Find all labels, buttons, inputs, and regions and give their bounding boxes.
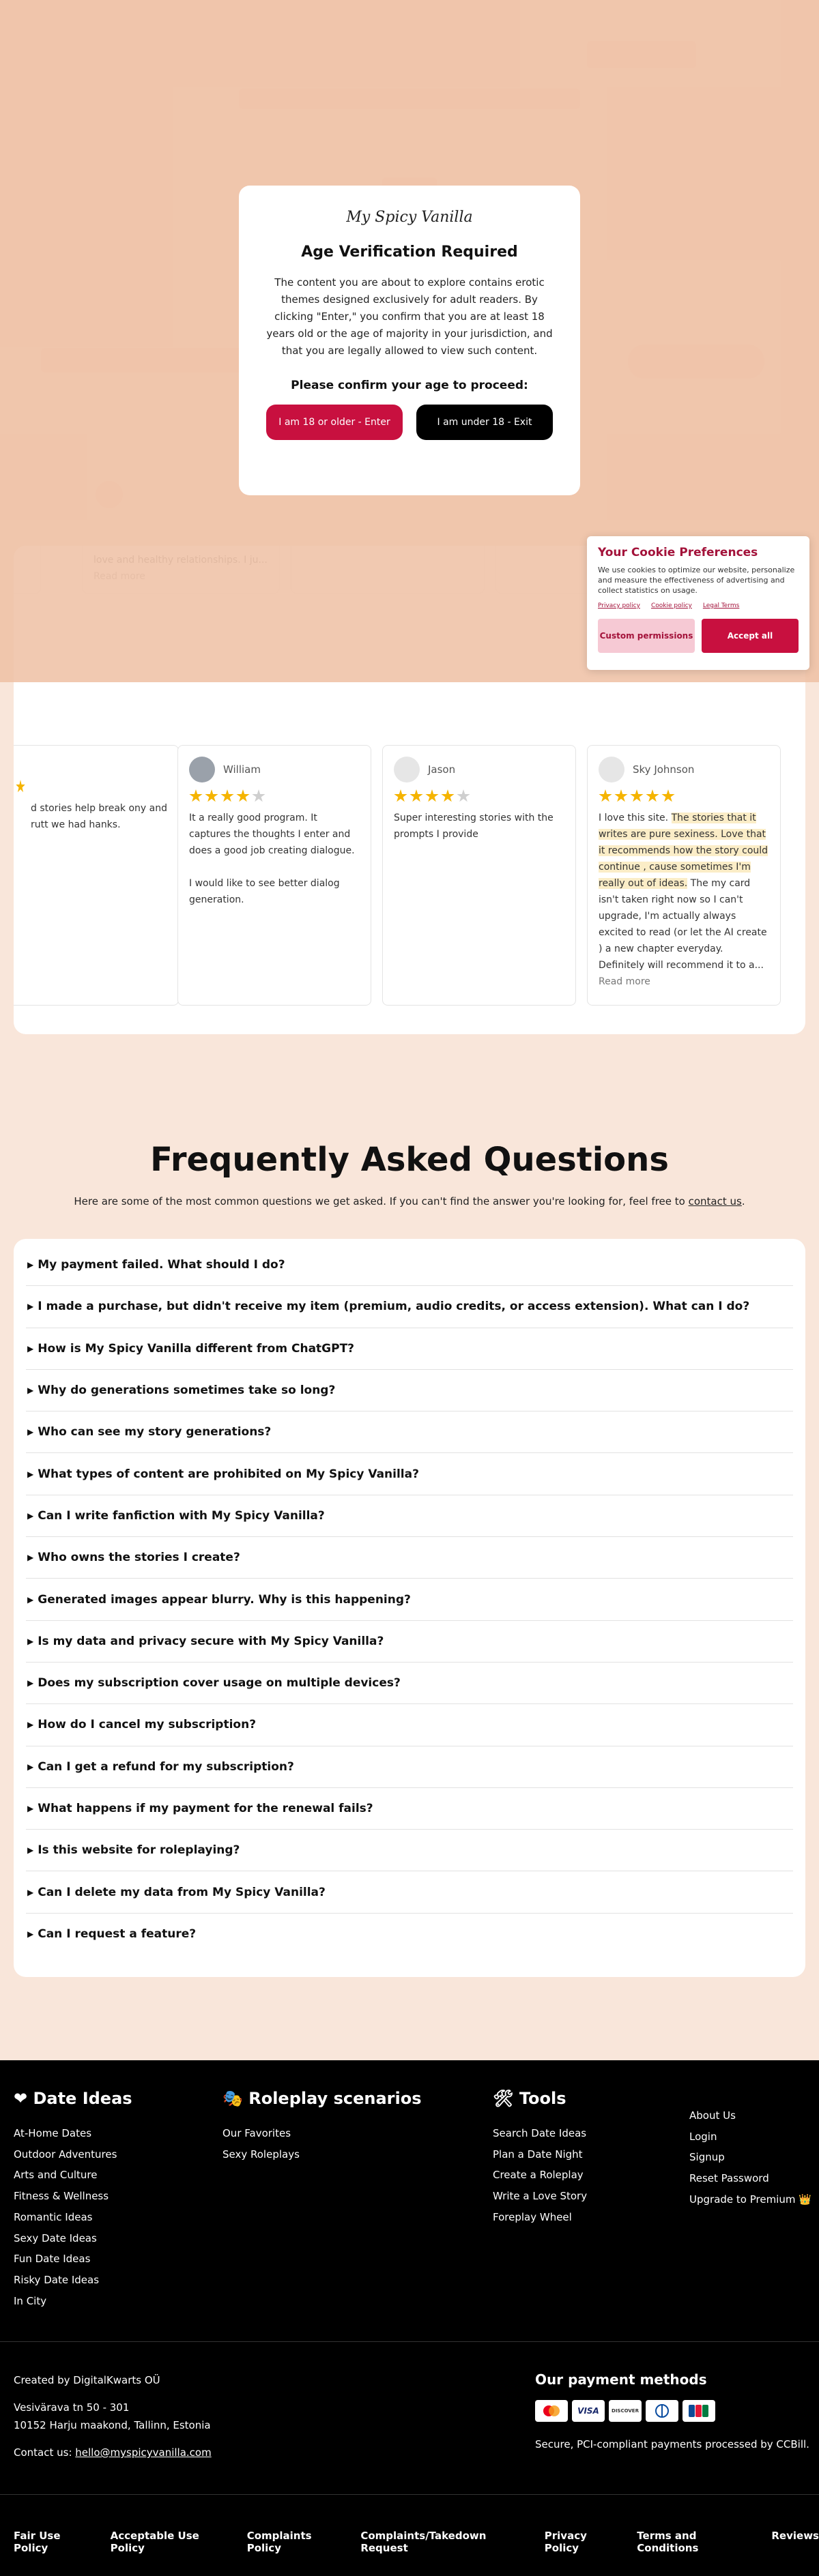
site-logo: My Spicy Vanilla: [346, 209, 473, 226]
visa-icon: VISA: [572, 2400, 605, 2422]
faq-item[interactable]: [26, 1914, 793, 1955]
jcb-icon: [682, 2400, 715, 2422]
company-info: [14, 2371, 212, 2461]
legal-link-complaints-policy[interactable]: Complaints Policy: [246, 2530, 312, 2554]
read-more-link[interactable]: Read more: [599, 976, 650, 987]
footer-link-in-city[interactable]: In City: [14, 2294, 47, 2307]
star-icon: [457, 789, 470, 803]
age-verification-modal: [239, 186, 580, 495]
faq-question: Generated images appear blurry. Why is this happening?: [38, 1592, 411, 1607]
footer-date-ideas: [14, 2089, 132, 2311]
footer-roleplay: [222, 2089, 421, 2165]
star-icon: [410, 789, 423, 803]
footer-link-search-date-ideas[interactable]: Search Date Ideas: [493, 2127, 587, 2139]
legal-links: [14, 2530, 819, 2554]
divider: [0, 2494, 819, 2495]
footer-link-risky-date-ideas[interactable]: Risky Date Ideas: [14, 2273, 100, 2286]
review-text: d stories help break ony and rutt we had hanks.: [31, 803, 167, 830]
avatar: [394, 757, 420, 782]
disclosure-triangle-icon: ▶: [27, 1887, 34, 1897]
faq-item[interactable]: [26, 1495, 793, 1537]
disclosure-triangle-icon: ▶: [27, 1678, 34, 1688]
faq-question: Does my subscription cover usage on multiple devices?: [38, 1676, 401, 1690]
modal-title: Age Verification Required: [301, 244, 518, 261]
legal-link-terms-and-conditions[interactable]: Terms and Conditions: [637, 2530, 699, 2554]
review-text: It a really good program. It captures the thoughts I enter and does a good job creating dialogue.: [189, 813, 355, 856]
disclosure-triangle-icon: ▶: [27, 1343, 34, 1353]
disclosure-triangle-icon: ▶: [27, 1469, 34, 1479]
faq-title: Frequently Asked Questions: [150, 1141, 669, 1179]
footer-heading: ❤ Date Ideas: [14, 2089, 132, 2108]
star-icon: [16, 780, 25, 793]
faq-item[interactable]: [26, 1244, 793, 1286]
disclosure-triangle-icon: ▶: [27, 1510, 34, 1521]
cookie-title: Your Cookie Preferences: [598, 546, 758, 559]
review-card: [587, 745, 781, 1006]
footer-heading: 🛠 Tools: [493, 2089, 566, 2108]
faq-item[interactable]: [26, 1830, 793, 1871]
footer-link-our-favorites[interactable]: Our Favorites: [222, 2127, 291, 2139]
faq-question: Can I get a refund for my subscription?: [38, 1759, 294, 1774]
modal-body: The content you are about to explore contains erotic themes designed exclusively for adult readers. By clicking "Enter," you confirm that you are at least 18 years old or the age of majority in your jurisdiction, and that you are legally allowed to view such content.: [266, 276, 553, 357]
disclosure-triangle-icon: ▶: [27, 1427, 34, 1437]
footer-link-plan-a-date-night[interactable]: Plan a Date Night: [493, 2148, 583, 2161]
contact-line: Contact us: hello@myspicyvanilla.com: [14, 2446, 212, 2459]
faq-question: Who can see my story generations?: [38, 1425, 272, 1439]
star-icon: [252, 789, 265, 803]
faq-item[interactable]: [26, 1370, 793, 1411]
footer-tools: [493, 2089, 587, 2228]
faq-subtitle: Here are some of the most common questions we get asked. If you can't find the answer you're looking for, feel free to contact us.: [74, 1195, 745, 1208]
star-icon: [189, 789, 203, 803]
rating-stars: [394, 789, 564, 803]
star-icon: [220, 789, 234, 803]
custom-permissions-button[interactable]: Custom permissions: [598, 619, 695, 653]
review-text: Definitely will recommend it to a...: [599, 960, 764, 971]
rating-stars: [189, 789, 360, 803]
review-text: I would like to see better dialog generation.: [189, 878, 340, 905]
footer-account: [689, 2105, 811, 2210]
faq-item[interactable]: [26, 1453, 793, 1495]
disclosure-triangle-icon: ▶: [27, 1302, 34, 1312]
footer-link-signup[interactable]: Signup: [689, 2151, 725, 2164]
footer-heading: 🎭 Roleplay scenarios: [222, 2089, 422, 2108]
modal-prompt: Please confirm your age to proceed:: [291, 379, 528, 392]
pci-note: Secure, PCI-compliant payments processed by CCBill.: [535, 2438, 809, 2450]
footer-link-reset-password[interactable]: Reset Password: [689, 2172, 769, 2185]
avatar: [189, 757, 215, 782]
faq-item[interactable]: [26, 1411, 793, 1453]
legal-link-reviews[interactable]: Reviews: [771, 2530, 819, 2542]
review-text: I love this site. The stories that it writes are pure sexiness. Love that it recommends how the story could continue , cause sometimes I'm really out of ideas. The my card isn't taken right now so I can't upgrade, I'm actually always excited to read (or let the AI create ) a new chapter everyday.: [599, 813, 768, 954]
cookie-banner: [587, 536, 809, 670]
disclosure-triangle-icon: ▶: [27, 1929, 34, 1940]
disclosure-triangle-icon: ▶: [27, 1804, 34, 1813]
reviewer-name: Sky Johnson: [633, 763, 695, 776]
company-name: Created by DigitalKwarts OÜ: [14, 2374, 160, 2386]
diners-club-icon: [646, 2400, 678, 2422]
disclosure-triangle-icon: ▶: [27, 1260, 34, 1270]
star-icon: [646, 789, 659, 803]
footer-link-romantic-ideas[interactable]: Romantic Ideas: [14, 2210, 93, 2223]
faq-list: [14, 1239, 805, 1977]
divider: [0, 2341, 819, 2342]
footer-link-login[interactable]: Login: [689, 2130, 717, 2143]
faq-item[interactable]: [26, 1871, 793, 1913]
accept-all-button[interactable]: Accept all: [702, 619, 799, 653]
faq-question: Can I request a feature?: [38, 1927, 197, 1942]
disclosure-triangle-icon: ▶: [27, 1761, 34, 1772]
faq-question: Who owns the stories I create?: [38, 1551, 240, 1565]
reviewer-name: Jason: [428, 763, 456, 776]
company-address: Vesivärava tn 50 - 301: [14, 2401, 130, 2414]
footer-link-create-a-roleplay[interactable]: Create a Roleplay: [493, 2169, 584, 2182]
contact-us-link[interactable]: contact us: [688, 1195, 742, 1208]
disclosure-triangle-icon: ▶: [27, 1720, 34, 1730]
footer-link-write-a-love-story[interactable]: Write a Love Story: [493, 2190, 588, 2203]
faq-question: How do I cancel my subscription?: [38, 1718, 257, 1732]
disclosure-triangle-icon: ▶: [27, 1386, 34, 1396]
disclosure-triangle-icon: ▶: [27, 1845, 34, 1856]
star-icon: [425, 789, 439, 803]
privacy-policy-link[interactable]: Privacy policy: [598, 602, 640, 609]
faq-question: Is my data and privacy secure with My Spicy Vanilla?: [38, 1634, 384, 1648]
faq-item[interactable]: [26, 1746, 793, 1788]
footer-link-sexy-date-ideas[interactable]: Sexy Date Ideas: [14, 2231, 97, 2244]
star-icon: [441, 789, 455, 803]
faq-item[interactable]: [26, 1328, 793, 1370]
footer-link-arts-and-culture[interactable]: Arts and Culture: [14, 2169, 98, 2182]
mastercard-icon: [535, 2400, 568, 2422]
legal-link-complaints-takedown-request[interactable]: Complaints/Takedown Request: [360, 2530, 487, 2554]
faq-question: Can I delete my data from My Spicy Vanilla?: [38, 1885, 326, 1899]
footer-link-about-us[interactable]: About Us: [689, 2109, 736, 2122]
faq-question: How is My Spicy Vanilla different from ChatGPT?: [38, 1341, 355, 1356]
reviewer-name: William: [223, 763, 261, 776]
footer-link-outdoor-adventures[interactable]: Outdoor Adventures: [14, 2148, 117, 2161]
age-enter-button[interactable]: I am 18 or older - Enter: [266, 405, 403, 440]
review-card: [177, 745, 371, 1006]
star-icon: [236, 789, 250, 803]
disclosure-triangle-icon: ▶: [27, 1594, 34, 1605]
discover-icon: DISCOVER: [609, 2400, 642, 2422]
age-exit-button[interactable]: I am under 18 - Exit: [416, 405, 553, 440]
payment-methods: [535, 2371, 809, 2450]
faq-question: What types of content are prohibited on My Spicy Vanilla?: [38, 1467, 419, 1481]
footer-link-at-home-dates[interactable]: At-Home Dates: [14, 2127, 92, 2139]
legal-link-privacy-policy[interactable]: Privacy Policy: [544, 2530, 587, 2554]
star-icon: [614, 789, 628, 803]
disclosure-triangle-icon: ▶: [27, 1636, 34, 1646]
faq-item[interactable]: [26, 1704, 793, 1746]
footer: [0, 2060, 819, 2576]
payments-title: Our payment methods: [535, 2371, 707, 2388]
review-card: [382, 745, 576, 1006]
legal-link-acceptable-use-policy[interactable]: Acceptable Use Policy: [110, 2530, 199, 2554]
star-icon: [205, 789, 218, 803]
company-address: 10152 Harju maakond, Tallinn, Estonia: [14, 2419, 211, 2431]
faq-item[interactable]: [26, 1663, 793, 1704]
footer-link-fitness-wellness[interactable]: Fitness & Wellness: [14, 2190, 109, 2203]
disclosure-triangle-icon: ▶: [27, 1553, 34, 1563]
faq-item[interactable]: [26, 1788, 793, 1830]
cookie-body: We use cookies to optimize our website, personalize and measure the effectiveness of advertising and collect statistics on usage.: [598, 566, 795, 595]
faq-question: Why do generations sometimes take so long?: [38, 1384, 336, 1398]
rating-stars: [599, 789, 769, 803]
star-icon: [661, 789, 675, 803]
star-icon: [599, 789, 612, 803]
footer-link-foreplay-wheel[interactable]: Foreplay Wheel: [493, 2210, 572, 2223]
contact-email-link[interactable]: hello@myspicyvanilla.com: [75, 2446, 212, 2459]
legal-terms-link[interactable]: Legal Terms: [702, 602, 740, 609]
footer-link-fun-date-ideas[interactable]: Fun Date Ideas: [14, 2253, 91, 2266]
faq-question: I made a purchase, but didn't receive my item (premium, audio credits, or access extension). What can I do?: [38, 1300, 750, 1314]
review-text: Super interesting stories with the prompts I provide: [394, 813, 554, 840]
faq-question: Is this website for roleplaying?: [38, 1843, 240, 1858]
faq-question: My payment failed. What should I do?: [38, 1258, 285, 1272]
footer-link-upgrade-to-premium[interactable]: Upgrade to Premium 👑: [689, 2193, 811, 2206]
cookie-policy-link[interactable]: Cookie policy: [650, 602, 692, 609]
faq-question: Can I write fanfiction with My Spicy Vanilla?: [38, 1508, 325, 1523]
star-icon: [394, 789, 407, 803]
star-icon: [630, 789, 644, 803]
faq-item[interactable]: [26, 1579, 793, 1620]
faq-question: What happens if my payment for the renewal fails?: [38, 1802, 373, 1815]
review-card: [14, 745, 179, 1006]
faq-item[interactable]: [26, 1286, 793, 1328]
avatar: [599, 757, 624, 782]
footer-link-sexy-roleplays[interactable]: Sexy Roleplays: [222, 2148, 300, 2161]
faq-item[interactable]: [26, 1537, 793, 1579]
legal-link-fair-use-policy[interactable]: Fair Use Policy: [14, 2530, 61, 2554]
faq-item[interactable]: [26, 1621, 793, 1663]
